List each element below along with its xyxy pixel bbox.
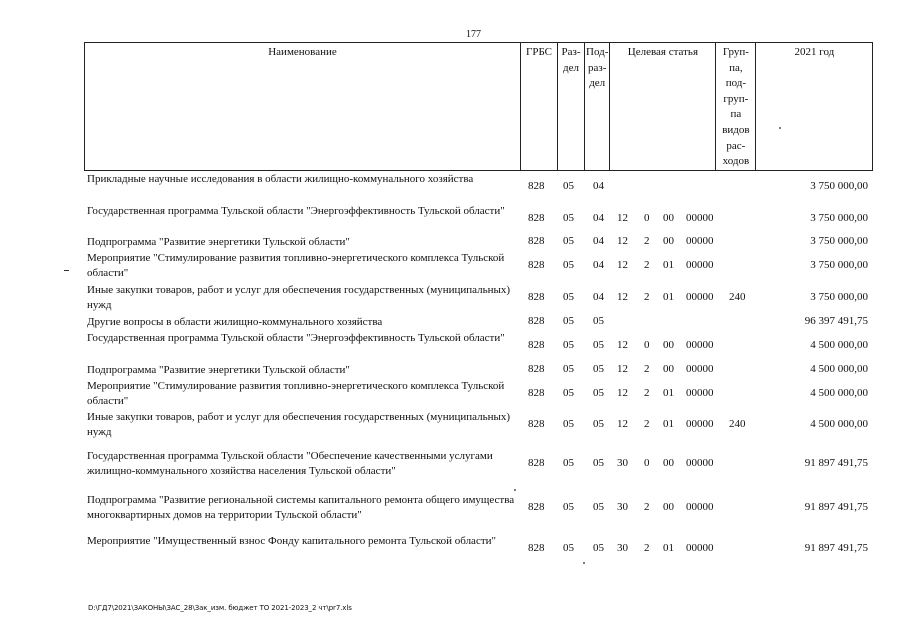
row-p4: 00000 [686, 457, 714, 469]
row-p4: 00000 [686, 291, 714, 303]
row-grbs: 828 [528, 457, 545, 469]
table-row [87, 235, 872, 250]
row-amount: 91 897 491,75 [804, 501, 868, 513]
header-group: Груп- па, под- груп- па видов рас- ходов [716, 43, 756, 171]
row-p4: 00000 [686, 339, 714, 351]
table-row [87, 315, 872, 330]
row-p4: 00000 [686, 542, 714, 554]
row-podrazdel: 05 [593, 363, 604, 375]
row-p3: 00 [663, 501, 674, 513]
row-p4: 00000 [686, 235, 714, 247]
row-p2: 0 [644, 457, 650, 469]
row-name: Иные закупки товаров, работ и услуг для обеспечения государственных (муниципальных) нужд [87, 411, 511, 438]
row-p2: 2 [644, 501, 650, 513]
table-row [87, 204, 872, 234]
row-razdel: 05 [563, 259, 574, 271]
row-podrazdel: 05 [593, 315, 604, 327]
row-p1: 12 [617, 259, 628, 271]
row-p2: 0 [644, 212, 650, 224]
row-podrazdel: 04 [593, 235, 604, 247]
row-name: Государственная программа Тульской области "Энергоэффективность Тульской области" [87, 332, 505, 344]
table-row [87, 379, 872, 409]
row-p1: 30 [617, 501, 628, 513]
table-row [87, 251, 872, 281]
row-grbs: 828 [528, 235, 545, 247]
row-grbs: 828 [528, 363, 545, 375]
row-p2: 2 [644, 291, 650, 303]
margin-mark [64, 270, 69, 271]
row-name: Мероприятие "Стимулирование развития топливно-энергетического комплекса Тульской области" [87, 380, 505, 407]
row-p3: 00 [663, 235, 674, 247]
row-name: Подпрограмма "Развитие энергетики Тульской области" [87, 236, 350, 248]
row-grbs: 828 [528, 212, 545, 224]
page-number: 177 [466, 29, 481, 40]
row-razdel: 05 [563, 501, 574, 513]
row-name: Подпрограмма "Развитие энергетики Тульской области" [87, 364, 350, 376]
row-p3: 00 [663, 212, 674, 224]
table-row [87, 331, 872, 361]
row-razdel: 05 [563, 387, 574, 399]
row-name: Государственная программа Тульской области "Обеспечение качественными услугами жилищно-коммунального хозяйства населения Тульской области" [87, 450, 493, 477]
row-p2: 2 [644, 542, 650, 554]
table-row [87, 493, 872, 523]
row-name: Иные закупки товаров, работ и услуг для обеспечения государственных (муниципальных) нужд [87, 284, 511, 311]
row-amount: 3 750 000,00 [810, 259, 868, 271]
row-grbs: 828 [528, 291, 545, 303]
row-amount: 4 500 000,00 [810, 387, 868, 399]
row-p1: 12 [617, 212, 628, 224]
row-p4: 00000 [686, 259, 714, 271]
row-p2: 0 [644, 339, 650, 351]
row-amount: 3 750 000,00 [810, 235, 868, 247]
scan-dot [779, 127, 781, 129]
row-razdel: 05 [563, 363, 574, 375]
row-p1: 12 [617, 235, 628, 247]
row-p3: 01 [663, 542, 674, 554]
row-p1: 12 [617, 418, 628, 430]
table-row [87, 283, 872, 313]
row-p3: 00 [663, 363, 674, 375]
row-p2: 2 [644, 235, 650, 247]
table-row [87, 449, 872, 479]
row-p3: 01 [663, 291, 674, 303]
row-podrazdel: 05 [593, 339, 604, 351]
header-target: Целевая статья [610, 43, 716, 171]
row-p4: 00000 [686, 363, 714, 375]
row-grbs: 828 [528, 339, 545, 351]
row-amount: 4 500 000,00 [810, 418, 868, 430]
row-amount: 4 500 000,00 [810, 339, 868, 351]
row-podrazdel: 04 [593, 212, 604, 224]
row-group: 240 [729, 291, 746, 303]
row-p1: 12 [617, 363, 628, 375]
row-razdel: 05 [563, 418, 574, 430]
row-p1: 30 [617, 457, 628, 469]
table-row [87, 363, 872, 378]
row-grbs: 828 [528, 180, 545, 192]
table-row [87, 534, 872, 564]
header-razdel: Раз- дел [558, 43, 585, 171]
row-p2: 2 [644, 363, 650, 375]
row-amount: 91 897 491,75 [804, 542, 868, 554]
row-podrazdel: 05 [593, 542, 604, 554]
row-p1: 12 [617, 387, 628, 399]
row-p4: 00000 [686, 501, 714, 513]
row-razdel: 05 [563, 457, 574, 469]
row-group: 240 [729, 418, 746, 430]
row-p3: 00 [663, 457, 674, 469]
table-row [87, 410, 872, 440]
header-name: Наименование [85, 43, 521, 171]
row-name: Государственная программа Тульской области "Энергоэффективность Тульской области" [87, 205, 505, 217]
row-razdel: 05 [563, 212, 574, 224]
row-p1: 12 [617, 291, 628, 303]
row-amount: 96 397 491,75 [804, 315, 868, 327]
row-name: Другие вопросы в области жилищно-коммунального хозяйства [87, 316, 383, 328]
row-podrazdel: 05 [593, 501, 604, 513]
row-p4: 00000 [686, 387, 714, 399]
row-amount: 3 750 000,00 [810, 212, 868, 224]
row-p4: 00000 [686, 212, 714, 224]
row-podrazdel: 04 [593, 291, 604, 303]
row-podrazdel: 05 [593, 418, 604, 430]
row-razdel: 05 [563, 180, 574, 192]
row-amount: 3 750 000,00 [810, 180, 868, 192]
row-name: Прикладные научные исследования в области жилищно-коммунального хозяйства [87, 173, 474, 185]
row-podrazdel: 05 [593, 387, 604, 399]
row-p2: 2 [644, 387, 650, 399]
row-p2: 2 [644, 259, 650, 271]
row-name: Подпрограмма "Развитие региональной системы капитального ремонта общего имущества многоквартирных домов на территории Тульской области" [87, 494, 515, 521]
row-grbs: 828 [528, 315, 545, 327]
file-path: D:\ГД7\2021\ЗАКОНЫ\ЗАС_28\Зак_изм. бюджет ТО 2021-2023_2 чт\pr7.xls [88, 604, 352, 612]
row-amount: 4 500 000,00 [810, 363, 868, 375]
header-podrazdel: Под- раз- дел [585, 43, 610, 171]
row-p3: 00 [663, 339, 674, 351]
table-row [87, 172, 872, 202]
row-p3: 01 [663, 418, 674, 430]
row-razdel: 05 [563, 235, 574, 247]
row-razdel: 05 [563, 291, 574, 303]
scan-dot [583, 562, 585, 564]
row-podrazdel: 05 [593, 457, 604, 469]
row-podrazdel: 04 [593, 259, 604, 271]
row-grbs: 828 [528, 418, 545, 430]
row-podrazdel: 04 [593, 180, 604, 192]
row-p2: 2 [644, 418, 650, 430]
header-year: 2021 год [756, 43, 873, 171]
row-amount: 91 897 491,75 [804, 457, 868, 469]
row-p1: 12 [617, 339, 628, 351]
row-grbs: 828 [528, 542, 545, 554]
row-razdel: 05 [563, 339, 574, 351]
row-razdel: 05 [563, 315, 574, 327]
row-p3: 01 [663, 259, 674, 271]
row-name: Мероприятие "Имущественный взнос Фонду капитального ремонта Тульской области" [87, 535, 497, 547]
row-name: Мероприятие "Стимулирование развития топливно-энергетического комплекса Тульской области" [87, 252, 505, 279]
scan-dot [514, 489, 516, 491]
header-grbs: ГРБС [521, 43, 558, 171]
row-p4: 00000 [686, 418, 714, 430]
row-grbs: 828 [528, 501, 545, 513]
row-amount: 3 750 000,00 [810, 291, 868, 303]
row-grbs: 828 [528, 387, 545, 399]
row-p3: 01 [663, 387, 674, 399]
row-razdel: 05 [563, 542, 574, 554]
row-grbs: 828 [528, 259, 545, 271]
table-header [84, 42, 873, 171]
row-p1: 30 [617, 542, 628, 554]
